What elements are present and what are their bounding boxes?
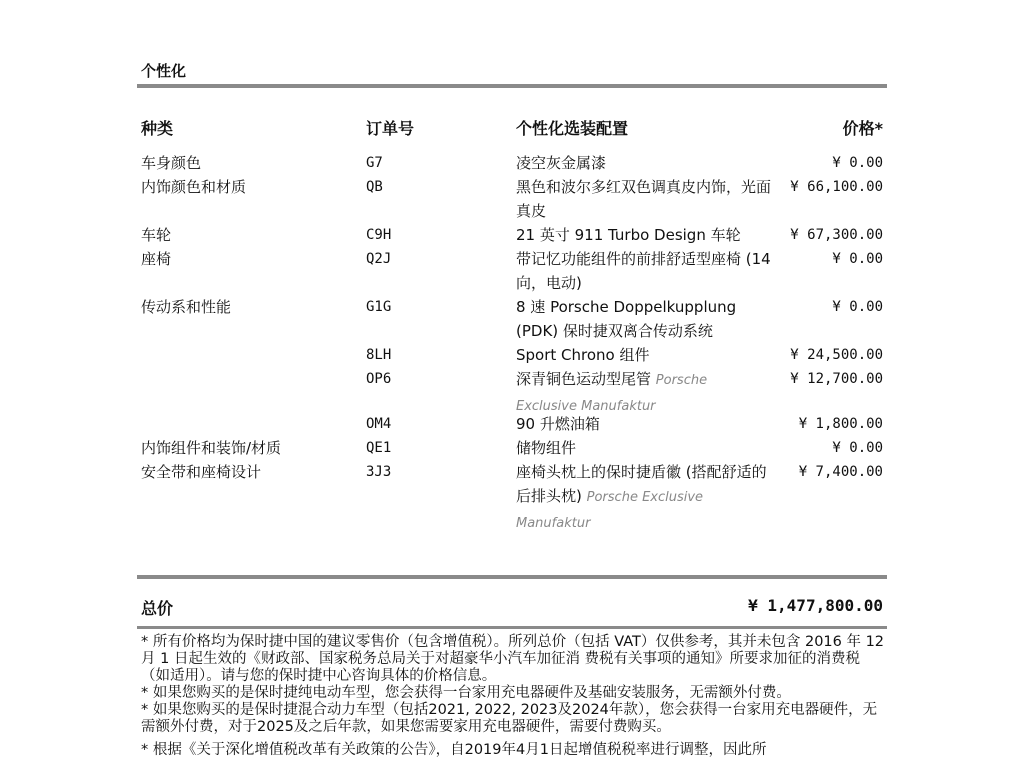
header-category: 种类 bbox=[141, 119, 174, 138]
price: ¥ 66,100.00 bbox=[790, 179, 883, 195]
divider bbox=[137, 84, 887, 88]
option-text: 座椅头枕上的保时捷盾徽 (搭配舒适的后排头枕) bbox=[516, 463, 767, 505]
option-text: 带记忆功能组件的前排舒适型座椅 (14 向，电动) bbox=[516, 250, 771, 292]
header-price: 价格* bbox=[842, 119, 883, 138]
price: ¥ 1,800.00 bbox=[798, 416, 883, 432]
order-code: 8LH bbox=[366, 347, 392, 363]
option-text: 21 英寸 911 Turbo Design 车轮 bbox=[516, 226, 741, 244]
option-note: Porsche Exclusive Manufaktur bbox=[516, 490, 704, 531]
option-name bbox=[516, 412, 771, 438]
option-text: 储物组件 bbox=[516, 439, 577, 457]
option-text: 8 速 Porsche Doppelkupplung (PDK) 保时捷双离合传动系统 bbox=[516, 298, 737, 340]
price: ¥ 7,400.00 bbox=[798, 464, 883, 480]
price: ¥ 67,300.00 bbox=[790, 227, 883, 243]
category: 车身颜色 bbox=[141, 154, 202, 172]
order-code: 3J3 bbox=[366, 464, 392, 480]
footnote: * 如果您购买的是保时捷混合动力车型（包括2021, 2022, 2023及2024年款），您会获得一台家用充电器硬件，无需额外付费，对于2025及之后年款，如果您需要家用充电器硬件，需要付费购买。 bbox=[141, 702, 878, 735]
order-code: OP6 bbox=[366, 371, 392, 387]
order-code: OM4 bbox=[366, 416, 392, 432]
footnote: * 如果您购买的是保时捷纯电动车型，您会获得一台家用充电器硬件及基础安装服务，无需额外付费。 bbox=[141, 685, 791, 701]
option-name bbox=[516, 295, 771, 345]
footnotes bbox=[141, 634, 886, 759]
section-title: 个性化 bbox=[141, 62, 187, 80]
option-name bbox=[516, 175, 771, 225]
price: ¥ 0.00 bbox=[832, 440, 883, 456]
category: 车轮 bbox=[141, 226, 172, 244]
category: 座椅 bbox=[141, 250, 172, 268]
category: 传动系和性能 bbox=[141, 298, 232, 316]
footnote: * 所有价格均为保时捷中国的建议零售价（包含增值税）。所列总价（包括 VAT）仅供参考，其并未包含 2016 年 12 月 1 日起生效的《财政部、国家税务总局关于对超豪华小汽车加征消 费税有关事项的通知》所要求加征的消费税（如适用）。请与您的保时捷中心咨询具体的价格信息。 bbox=[141, 634, 885, 684]
option-name bbox=[516, 151, 771, 177]
total-value: ¥ 1,477,800.00 bbox=[748, 596, 883, 615]
total-label: 总价 bbox=[141, 599, 174, 618]
price: ¥ 24,500.00 bbox=[790, 347, 883, 363]
order-code: QE1 bbox=[366, 440, 392, 456]
price: ¥ 0.00 bbox=[832, 155, 883, 171]
header-code: 订单号 bbox=[366, 119, 415, 138]
price: ¥ 0.00 bbox=[832, 251, 883, 267]
option-text: 90 升燃油箱 bbox=[516, 415, 600, 433]
option-text: 黑色和波尔多红双色调真皮内饰，光面真皮 bbox=[516, 178, 772, 220]
option-text: 深青铜色运动型尾管 bbox=[516, 370, 652, 388]
divider bbox=[137, 626, 887, 629]
option-text: 凌空灰金属漆 bbox=[516, 154, 607, 172]
option-name bbox=[516, 343, 771, 369]
price: ¥ 0.00 bbox=[832, 299, 883, 315]
order-code: G1G bbox=[366, 299, 392, 315]
divider bbox=[137, 575, 887, 579]
category: 内饰颜色和材质 bbox=[141, 178, 247, 196]
header-option: 个性化选装配置 bbox=[516, 119, 629, 138]
category: 安全带和座椅设计 bbox=[141, 463, 262, 481]
option-text: Sport Chrono 组件 bbox=[516, 346, 650, 364]
order-code: C9H bbox=[366, 227, 392, 243]
order-code: Q2J bbox=[366, 251, 392, 267]
footnote: * 根据《关于深化增值税改革有关政策的公告》，自2019年4月1日起增值税税率进行调整，因此所 bbox=[141, 742, 767, 758]
order-code: QB bbox=[366, 179, 383, 195]
option-note: Porsche Exclusive Manufaktur bbox=[516, 373, 708, 414]
option-name bbox=[516, 436, 771, 462]
option-name bbox=[516, 223, 771, 249]
order-code: G7 bbox=[366, 155, 383, 171]
option-name bbox=[516, 460, 771, 536]
category: 内饰组件和装饰/材质 bbox=[141, 439, 282, 457]
option-name bbox=[516, 247, 771, 297]
price: ¥ 12,700.00 bbox=[790, 371, 883, 387]
